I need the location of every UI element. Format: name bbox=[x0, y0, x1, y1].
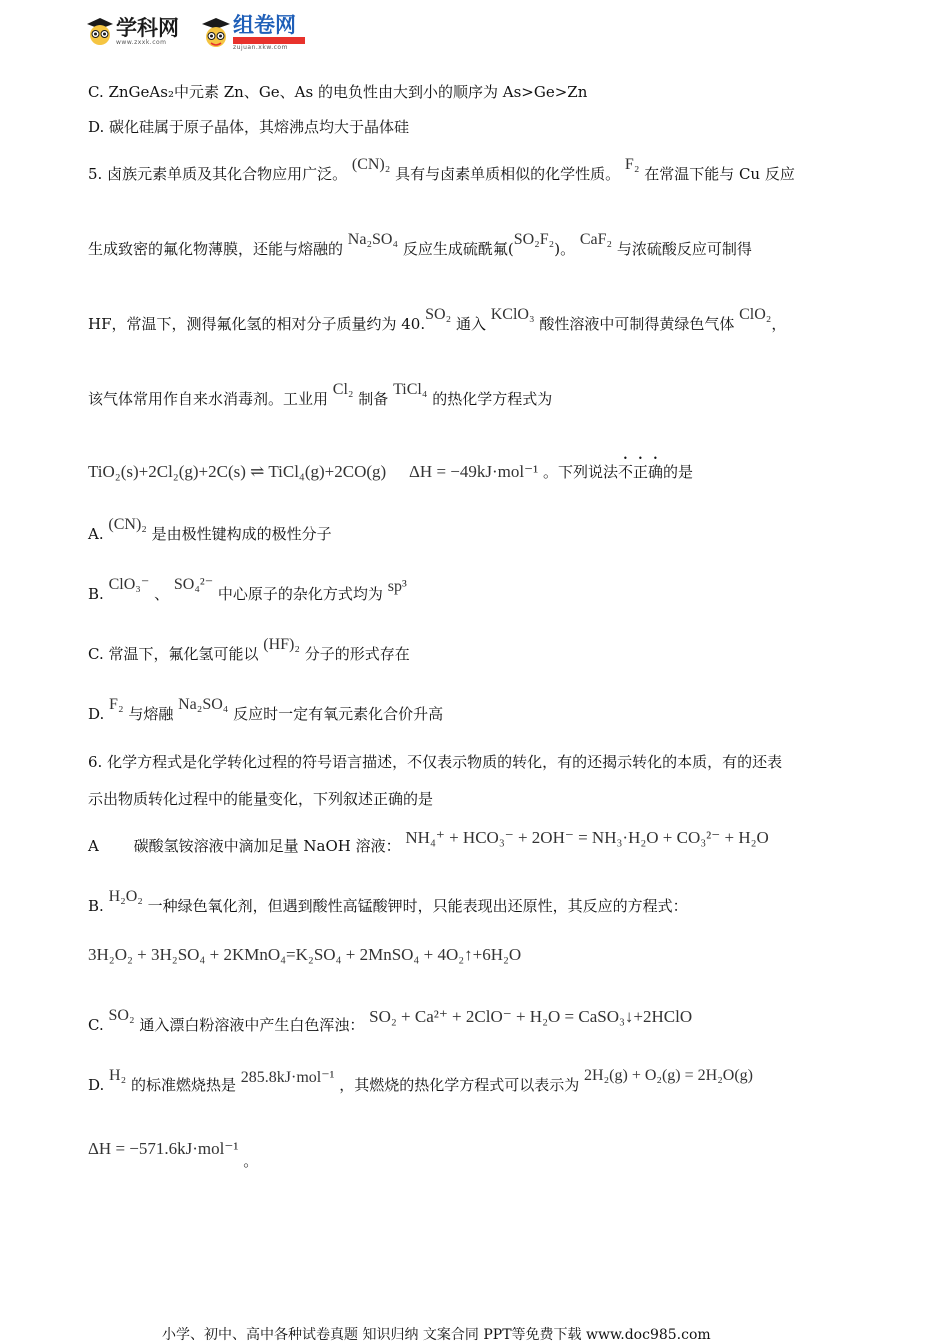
q5-c-formula: (HF)₂ bbox=[263, 636, 300, 653]
q6-b-equation: 3H₂O₂ + 3H₂SO₄ + 2KMnO₄=K₂SO₄ + 2MnSO₄ + 4O₂↑+6H₂O bbox=[88, 945, 522, 964]
q5-l3-b: 通入 bbox=[455, 315, 486, 333]
q5-l4-c: 的热化学方程式为 bbox=[432, 390, 553, 408]
logo2-sub: zujuan.xkw.com bbox=[233, 44, 288, 51]
zujuan-logo bbox=[201, 14, 305, 51]
q4-option-d: D. 碳化硅属于原子晶体，其熔沸点均大于晶体硅 bbox=[88, 118, 410, 136]
q5-thermo-equation: TiO₂(s)+2Cl₂(g)+2C(s) ⇌ TiCl₄(g)+2CO(g) bbox=[88, 462, 387, 481]
owl-icon bbox=[86, 16, 114, 46]
q5-b-label: B. bbox=[88, 585, 104, 603]
q6-d-equation: 2H₂(g) + O₂(g) = 2H₂O(g) bbox=[584, 1067, 753, 1084]
q5-option-c bbox=[88, 636, 410, 664]
q5-ask-emphasis: 不正确 bbox=[617, 463, 663, 481]
q6-c-equation: SO₂ + Ca²⁺ + 2ClO⁻ + H₂O = CaSO₃↓+2HClO bbox=[369, 1007, 693, 1026]
q6-option-a bbox=[88, 828, 769, 855]
q5-line-3 bbox=[88, 306, 787, 334]
q5-b-formula-1: ClO₃⁻ bbox=[108, 576, 150, 593]
q5-option-d bbox=[88, 696, 444, 724]
q5-d-formula-2: Na₂SO₄ bbox=[178, 696, 229, 713]
q5-a-formula: (CN)₂ bbox=[108, 516, 147, 533]
q5-option-b bbox=[88, 576, 407, 604]
q6-d-formula: H₂ bbox=[109, 1067, 127, 1084]
mascot-icon bbox=[201, 16, 231, 50]
formula-na2so4: Na₂SO₄ bbox=[347, 231, 399, 248]
q5-equation-line bbox=[88, 454, 693, 481]
q5-l2-b: 反应生成硫酰氟( bbox=[402, 240, 514, 258]
q5-l4-b: 制备 bbox=[358, 390, 389, 408]
formula-caf2: CaF₂ bbox=[579, 231, 613, 248]
q5-line-2 bbox=[88, 231, 752, 259]
q5-l3-c: 酸性溶液中可制得黄绿色气体 bbox=[539, 315, 735, 333]
q5-l1-b: 具有与卤素单质相似的化学性质。 bbox=[395, 165, 621, 183]
q6-a-label: A bbox=[88, 837, 99, 855]
q6-c-label: C. bbox=[88, 1016, 104, 1034]
q6-a-equation: NH₄⁺ + HCO₃⁻ + 2OH⁻ = NH₃·H₂O + CO₃²⁻ + H₂O bbox=[405, 828, 769, 847]
q5-l2-c: )。 bbox=[554, 240, 576, 258]
formula-cl2: Cl₂ bbox=[332, 381, 354, 398]
q5-d-label: D. bbox=[88, 705, 105, 723]
q6-b-label: B. bbox=[88, 897, 104, 915]
formula-f2: F₂ bbox=[624, 156, 640, 173]
q5-b-sep: 、 bbox=[154, 585, 170, 603]
q5-l2-a: 生成致密的氟化物薄膜，还能与熔融的 bbox=[88, 240, 344, 258]
q5-d-text-b: 反应时一定有氧元素化合价升高 bbox=[233, 705, 444, 723]
q5-a-label: A. bbox=[88, 525, 104, 543]
logo2-banner bbox=[233, 37, 305, 44]
q6-b-formula: H₂O₂ bbox=[108, 888, 143, 905]
q5-l2-d: 与浓硫酸反应可制得 bbox=[616, 240, 752, 258]
q5-d-formula-1: F₂ bbox=[109, 696, 124, 713]
q5-b-text: 中心原子的杂化方式均为 bbox=[217, 585, 383, 603]
q4-option-c: C. ZnGeAs₂中元素 Zn、Ge、As 的电负性由大到小的顺序为 As>Ge>Zn bbox=[88, 83, 588, 101]
logo1-text: 学科网 bbox=[116, 15, 179, 40]
formula-clo2: ClO₂ bbox=[739, 306, 772, 323]
q5-b-formula-3: sp³ bbox=[387, 578, 407, 595]
q6-a-text: 碳酸氢铵溶液中滴加足量 NaOH 溶液： bbox=[133, 837, 401, 855]
q5-l1-a: 5. 卤族元素单质及其化合物应用广泛。 bbox=[88, 165, 348, 183]
q5-line-1 bbox=[88, 156, 795, 184]
q5-c-text-a: C. 常温下，氟化氢可能以 bbox=[88, 645, 259, 663]
q6-b-text: 一种绿色氧化剂，但遇到酸性高锰酸钾时，只能表现出还原性，其反应的方程式： bbox=[147, 897, 688, 915]
xkw-logo bbox=[86, 16, 179, 46]
q6-c-formula: SO₂ bbox=[108, 1007, 135, 1024]
q6-d-delta-h: ΔH = −571.6kJ·mol⁻¹ bbox=[88, 1139, 239, 1158]
q5-delta-h: ΔH = −49kJ·mol⁻¹ bbox=[408, 462, 539, 481]
q5-line-4 bbox=[88, 381, 553, 409]
q5-ask-b: 的是 bbox=[662, 463, 693, 481]
q6-d-text-b: ，其燃烧的热化学方程式可以表示为 bbox=[339, 1076, 580, 1094]
q5-l1-c: 在常温下能与 Cu 反应 bbox=[644, 165, 795, 183]
q5-l4-a: 该气体常用作自来水消毒剂。工业用 bbox=[88, 390, 329, 408]
q5-ask-a: 。下列说法 bbox=[542, 463, 618, 481]
footer-text: 小学、初中、高中各种试卷真题 知识归纳 文案合同 PPT等免费下载 www.doc985.com bbox=[162, 1327, 711, 1343]
q6-c-text: 通入漂白粉溶液中产生白色浑浊： bbox=[139, 1016, 365, 1034]
q5-b-formula-2: SO₄²⁻ bbox=[173, 576, 214, 593]
q6-stem-line-1: 6. 化学方程式是化学转化过程的符号语言描述，不仅表示物质的转化，有的还揭示转化的本质，有的还表 bbox=[88, 753, 783, 771]
q6-d-deltah-line bbox=[88, 1139, 259, 1170]
q6-d-label: D. bbox=[88, 1076, 105, 1094]
logo1-sub: www.zxxk.com bbox=[116, 38, 167, 46]
q5-a-text: 是由极性键构成的极性分子 bbox=[151, 525, 332, 543]
q5-l3-a: HF，常温下，测得氟化氢的相对分子质量约为 40. bbox=[88, 315, 426, 333]
formula-ticl4: TiCl₄ bbox=[393, 381, 428, 398]
q5-c-text-b: 分子的形式存在 bbox=[304, 645, 410, 663]
q6-d-formula-2: 285.8kJ·mol⁻¹ bbox=[240, 1069, 335, 1086]
q6-stem-line-2: 示出物质转化过程中的能量变化，下列叙述正确的是 bbox=[88, 790, 434, 808]
q6-d-text-a: 的标准燃烧热是 bbox=[130, 1076, 236, 1094]
formula-cn2: (CN)₂ bbox=[351, 156, 391, 173]
q6-d-end: 。 bbox=[243, 1152, 259, 1170]
q5-d-text-a: 与熔融 bbox=[128, 705, 174, 723]
formula-kclo3: KClO₃ bbox=[490, 306, 535, 323]
q5-option-a bbox=[88, 516, 332, 544]
q6-option-b bbox=[88, 888, 688, 916]
q6-option-c bbox=[88, 1007, 693, 1035]
q6-option-d bbox=[88, 1067, 753, 1095]
formula-so2f2: SO₂F₂ bbox=[513, 231, 555, 248]
q5-l3-d: ， bbox=[771, 315, 787, 333]
formula-so2: SO₂ bbox=[425, 306, 452, 323]
logo2-text: 组卷网 bbox=[233, 13, 296, 37]
